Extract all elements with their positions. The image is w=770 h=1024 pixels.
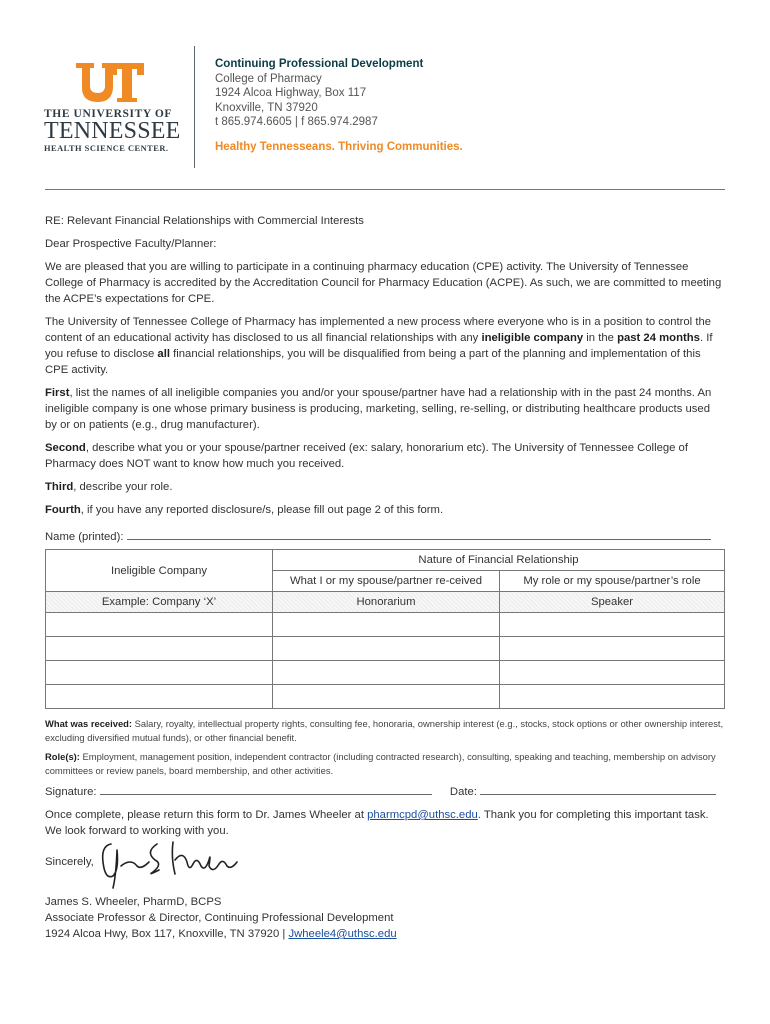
table-row xyxy=(46,613,725,637)
letter-body xyxy=(45,213,725,949)
address-line-1: 1924 Alcoa Highway, Box 117 xyxy=(215,87,367,99)
header-nature: Nature of Financial Relationship xyxy=(273,550,725,571)
phone-fax: t 865.974.6605 | f 865.974.2987 xyxy=(215,116,378,128)
step-first: First, list the names of all ineligible companies you and/or your spouse/partner have had a relationship with in the past 24 months. An ineligible company is one whose primary business is producing, marketing, selling, re-selling, or distributing healthcare products used by or on patients (e.g., drug manufacturer). xyxy=(45,387,712,431)
received-input[interactable] xyxy=(273,613,500,637)
step-third: Third, describe your role. xyxy=(45,481,173,493)
signer-address: 1924 Alcoa Hwy, Box 117, Knoxville, TN 37920 | xyxy=(45,928,289,940)
paragraph-process: The University of Tennessee College of Pharmacy has implemented a new process where everyone who is in a position to control the content of an educational activity has disclosed to us all financial relationships with any ineligible company in the past 24 months. If you refuse to disclose all financial relationships, you will be disqualified from being a part of the planning and implementation of this CPE activity. xyxy=(45,316,713,376)
header-divider xyxy=(194,46,195,168)
received-input[interactable] xyxy=(273,685,500,709)
relationships-table xyxy=(45,549,725,709)
role-input[interactable] xyxy=(500,661,725,685)
role-input[interactable] xyxy=(500,613,725,637)
letterhead xyxy=(0,0,770,190)
name-field[interactable] xyxy=(127,528,711,540)
logo-line-1: THE UNIVERSITY OF xyxy=(44,108,172,120)
header-role: My role or my spouse/partner’s role xyxy=(500,571,725,592)
logo-line-3: HEALTH SCIENCE CENTER. xyxy=(44,144,169,153)
handwritten-signature-icon xyxy=(97,836,247,892)
office-name: Continuing Professional Development xyxy=(215,58,424,70)
example-row xyxy=(46,592,725,613)
table-row xyxy=(46,661,725,685)
name-label: Name (printed): xyxy=(45,531,124,543)
example-received: Honorarium xyxy=(273,592,500,613)
address-line-2: Knoxville, TN 37920 xyxy=(215,101,318,114)
company-input[interactable] xyxy=(46,637,273,661)
tagline: Healthy Tennesseans. Thriving Communities. xyxy=(215,140,463,153)
contact-block xyxy=(215,57,463,154)
signature-row xyxy=(45,783,725,800)
header-ineligible-company: Ineligible Company xyxy=(46,550,273,592)
signer-email-link[interactable]: Jwheele4@uthsc.edu xyxy=(288,928,397,940)
signer-name: James S. Wheeler, PharmD, BCPS xyxy=(45,896,222,908)
example-company: Example: Company ‘X’ xyxy=(46,592,273,613)
signature-label: Signature: xyxy=(45,786,97,798)
received-input[interactable] xyxy=(273,661,500,685)
company-input[interactable] xyxy=(46,685,273,709)
name-row xyxy=(45,528,725,545)
logo-line-2: TENNESSEE xyxy=(44,118,181,144)
definitions xyxy=(45,717,725,777)
header-received: What I or my spouse/partner re-ceived xyxy=(273,571,500,592)
example-role: Speaker xyxy=(500,592,725,613)
company-input[interactable] xyxy=(46,613,273,637)
salutation: Dear Prospective Faculty/Planner: xyxy=(45,238,217,250)
note-roles: Role(s): Employment, management position, independent contractor (including contracted research), consulting, speaking and teaching, membership on advisory committees or review panels, board membership, and other activities. xyxy=(45,751,716,776)
ut-logo xyxy=(44,60,184,155)
company-input[interactable] xyxy=(46,661,273,685)
header-rule xyxy=(45,189,725,190)
signer-block xyxy=(45,894,725,942)
received-input[interactable] xyxy=(273,637,500,661)
return-instructions: Once complete, please return this form to Dr. James Wheeler at pharmcpd@uthsc.edu. Thank you for completing this important task. We look forward to working with you. xyxy=(45,809,709,837)
note-received: What was received: Salary, royalty, intellectual property rights, consulting fee, honoraria, ownership interest (e.g., stocks, stock options or other ownership interest, excluding diversified mutual funds), or other financial benefit. xyxy=(45,718,724,743)
date-label: Date: xyxy=(449,786,477,798)
paragraph-intro: We are pleased that you are willing to participate in a continuing pharmacy education (CPE) activity. The University of Tennessee College of Pharmacy is accredited by the Accreditation Council for Pharmacy Education (ACPE). As such, we are committed to meeting the ACPE’s expectations for CPE. xyxy=(45,261,722,305)
re-line: RE: Relevant Financial Relationships with Commercial Interests xyxy=(45,215,364,227)
signature-area xyxy=(45,846,725,892)
signature-field[interactable] xyxy=(100,783,432,795)
sincerely: Sincerely, xyxy=(45,856,94,868)
return-email-link[interactable]: pharmcpd@uthsc.edu xyxy=(367,809,478,821)
role-input[interactable] xyxy=(500,637,725,661)
step-second: Second, describe what you or your spouse/partner received (ex: salary, honorarium etc). The University of Tennessee College of Pharmacy does NOT want to know how much you received. xyxy=(45,442,688,470)
college-name: College of Pharmacy xyxy=(215,72,322,85)
table-row xyxy=(46,685,725,709)
role-input[interactable] xyxy=(500,685,725,709)
date-field[interactable] xyxy=(480,783,716,795)
ut-monogram-icon xyxy=(74,60,146,104)
table-row xyxy=(46,637,725,661)
signer-title: Associate Professor & Director, Continuing Professional Development xyxy=(45,912,394,924)
step-fourth: Fourth, if you have any reported disclosure/s, please fill out page 2 of this form. xyxy=(45,504,444,516)
